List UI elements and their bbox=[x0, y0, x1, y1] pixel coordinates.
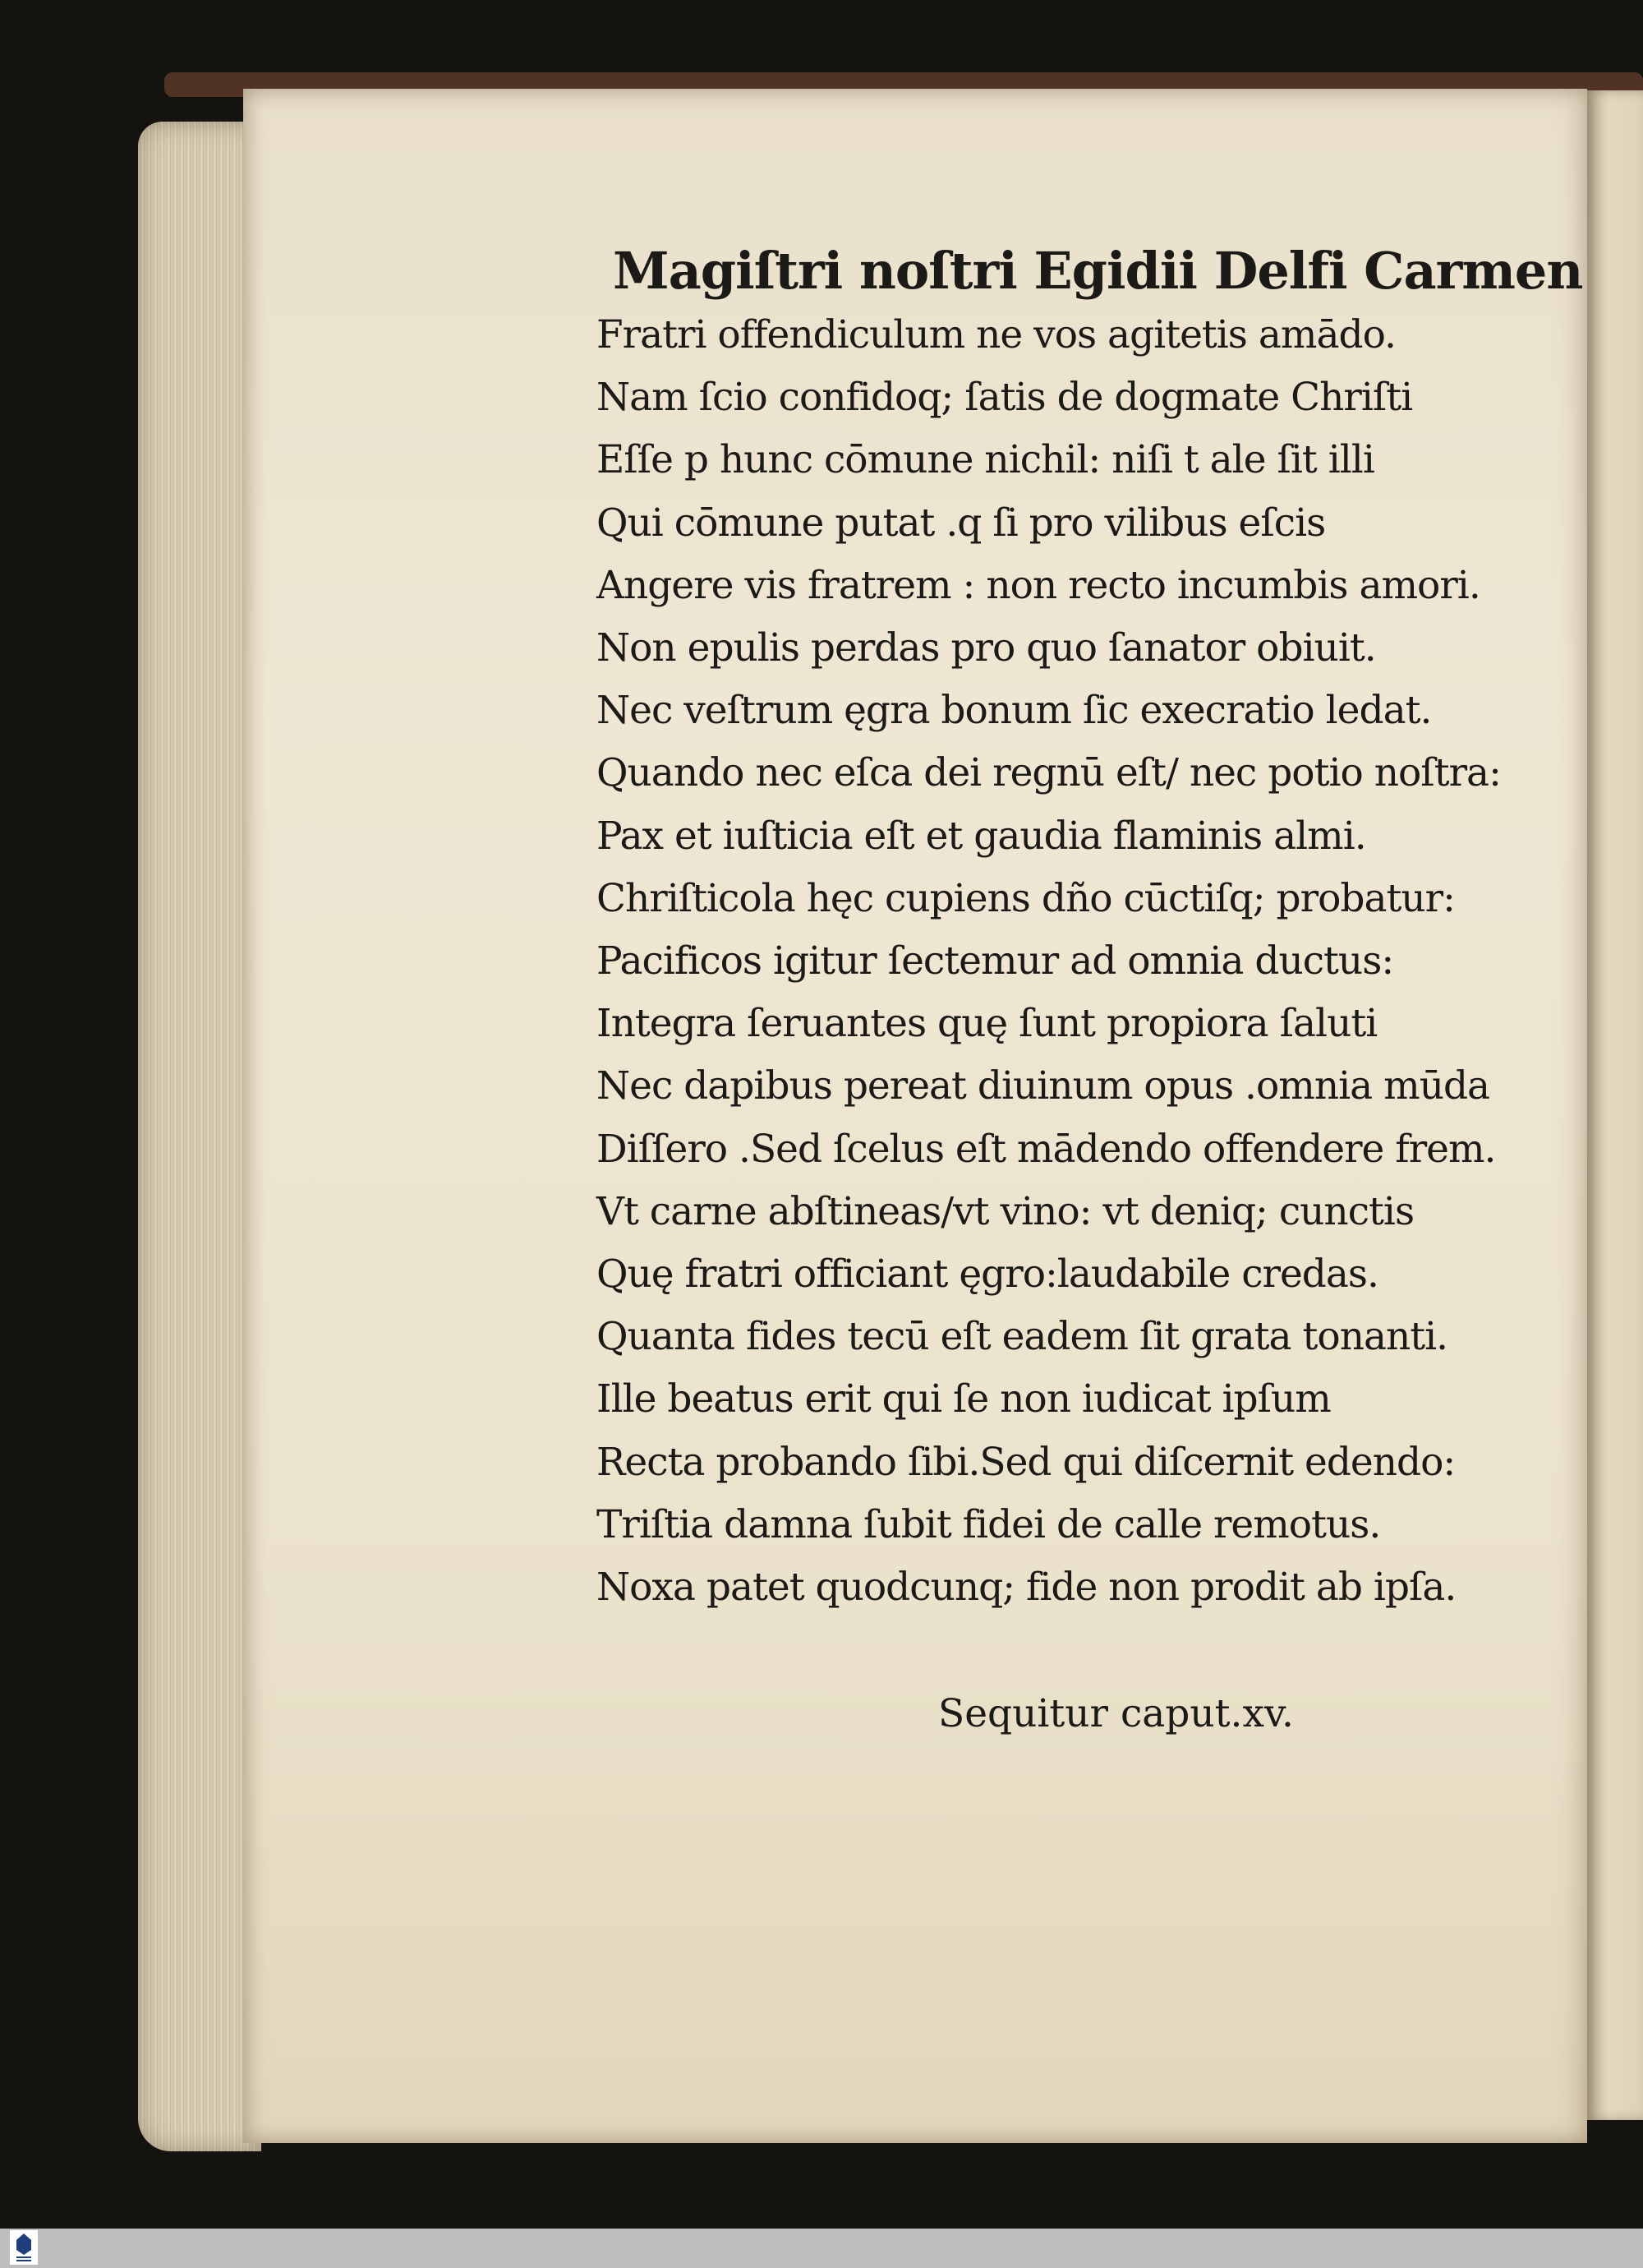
verse-line: Chriſticola hęc cupiens dño cūctiſq; probatur: bbox=[596, 875, 1455, 921]
verse-line: Non epulis perdas pro quo ſanator obiuit. bbox=[596, 625, 1376, 671]
verse-list bbox=[596, 304, 1501, 1619]
verse-line: Nec veſtrum ęgra bonum ſic execratio ledat. bbox=[596, 688, 1432, 734]
verse-line: Quando nec eſca dei regnū eſt/ nec potio noſtra: bbox=[596, 750, 1501, 796]
verse-line: Pacificos igitur ſectemur ad omnia ductus: bbox=[596, 938, 1394, 984]
verse-line: Ille beatus erit qui ſe non iudicat ipſum bbox=[596, 1376, 1331, 1422]
verse-line: Pax et iuſticia eſt et gaudia flaminis almi. bbox=[596, 813, 1366, 859]
verse-line: Fratri offendiculum ne vos agitetis amādo. bbox=[596, 312, 1396, 357]
chapter-colophon: Sequitur caput.xv. bbox=[938, 1691, 1294, 1736]
viewer-footer-bar bbox=[0, 2229, 1643, 2268]
verse-line: Vt carne abſtineas/vt vino: vt deniq; cunctis bbox=[596, 1188, 1415, 1234]
facing-page-edge bbox=[1587, 90, 1643, 2120]
verse-line: Noxa patet quodcunq; fide non prodit ab ipſa. bbox=[596, 1565, 1457, 1611]
verse-line: Quę fratri officiant ęgro:laudabile credas. bbox=[596, 1252, 1378, 1298]
library-seal-icon bbox=[10, 2230, 38, 2265]
verse-line: Angere vis fratrem : non recto incumbis amori. bbox=[596, 562, 1480, 608]
verse-line: Integra ſeruantes quę ſunt propiora ſaluti bbox=[596, 1001, 1378, 1047]
poem-text-block bbox=[596, 238, 1583, 1619]
verse-line: Quanta fides tecū eſt eadem ſit grata tonanti. bbox=[596, 1314, 1448, 1360]
verse-line: Eſſe p hunc cōmune nichil: niſi t ale ſit illi bbox=[596, 437, 1374, 483]
verse-line: Recta probando ſibi.Sed qui diſcernit edendo: bbox=[596, 1439, 1456, 1485]
verse-line: Diſſero .Sed ſcelus eſt mādendo offendere frem. bbox=[596, 1126, 1496, 1172]
verse-line: Triſtia damna ſubit fidei de calle remotus. bbox=[596, 1501, 1381, 1547]
poem-heading: Magiſtri noſtri Egidii Delfi Carmen bbox=[613, 241, 1583, 301]
verse-line: Qui cōmune putat .q ſi pro vilibus eſcis bbox=[596, 500, 1326, 546]
verse-line: Nec dapibus pereat diuinum opus .omnia mūda bbox=[596, 1063, 1490, 1109]
verse-line: Nam ſcio confidoq; ſatis de dogmate Chriſti bbox=[596, 375, 1413, 421]
